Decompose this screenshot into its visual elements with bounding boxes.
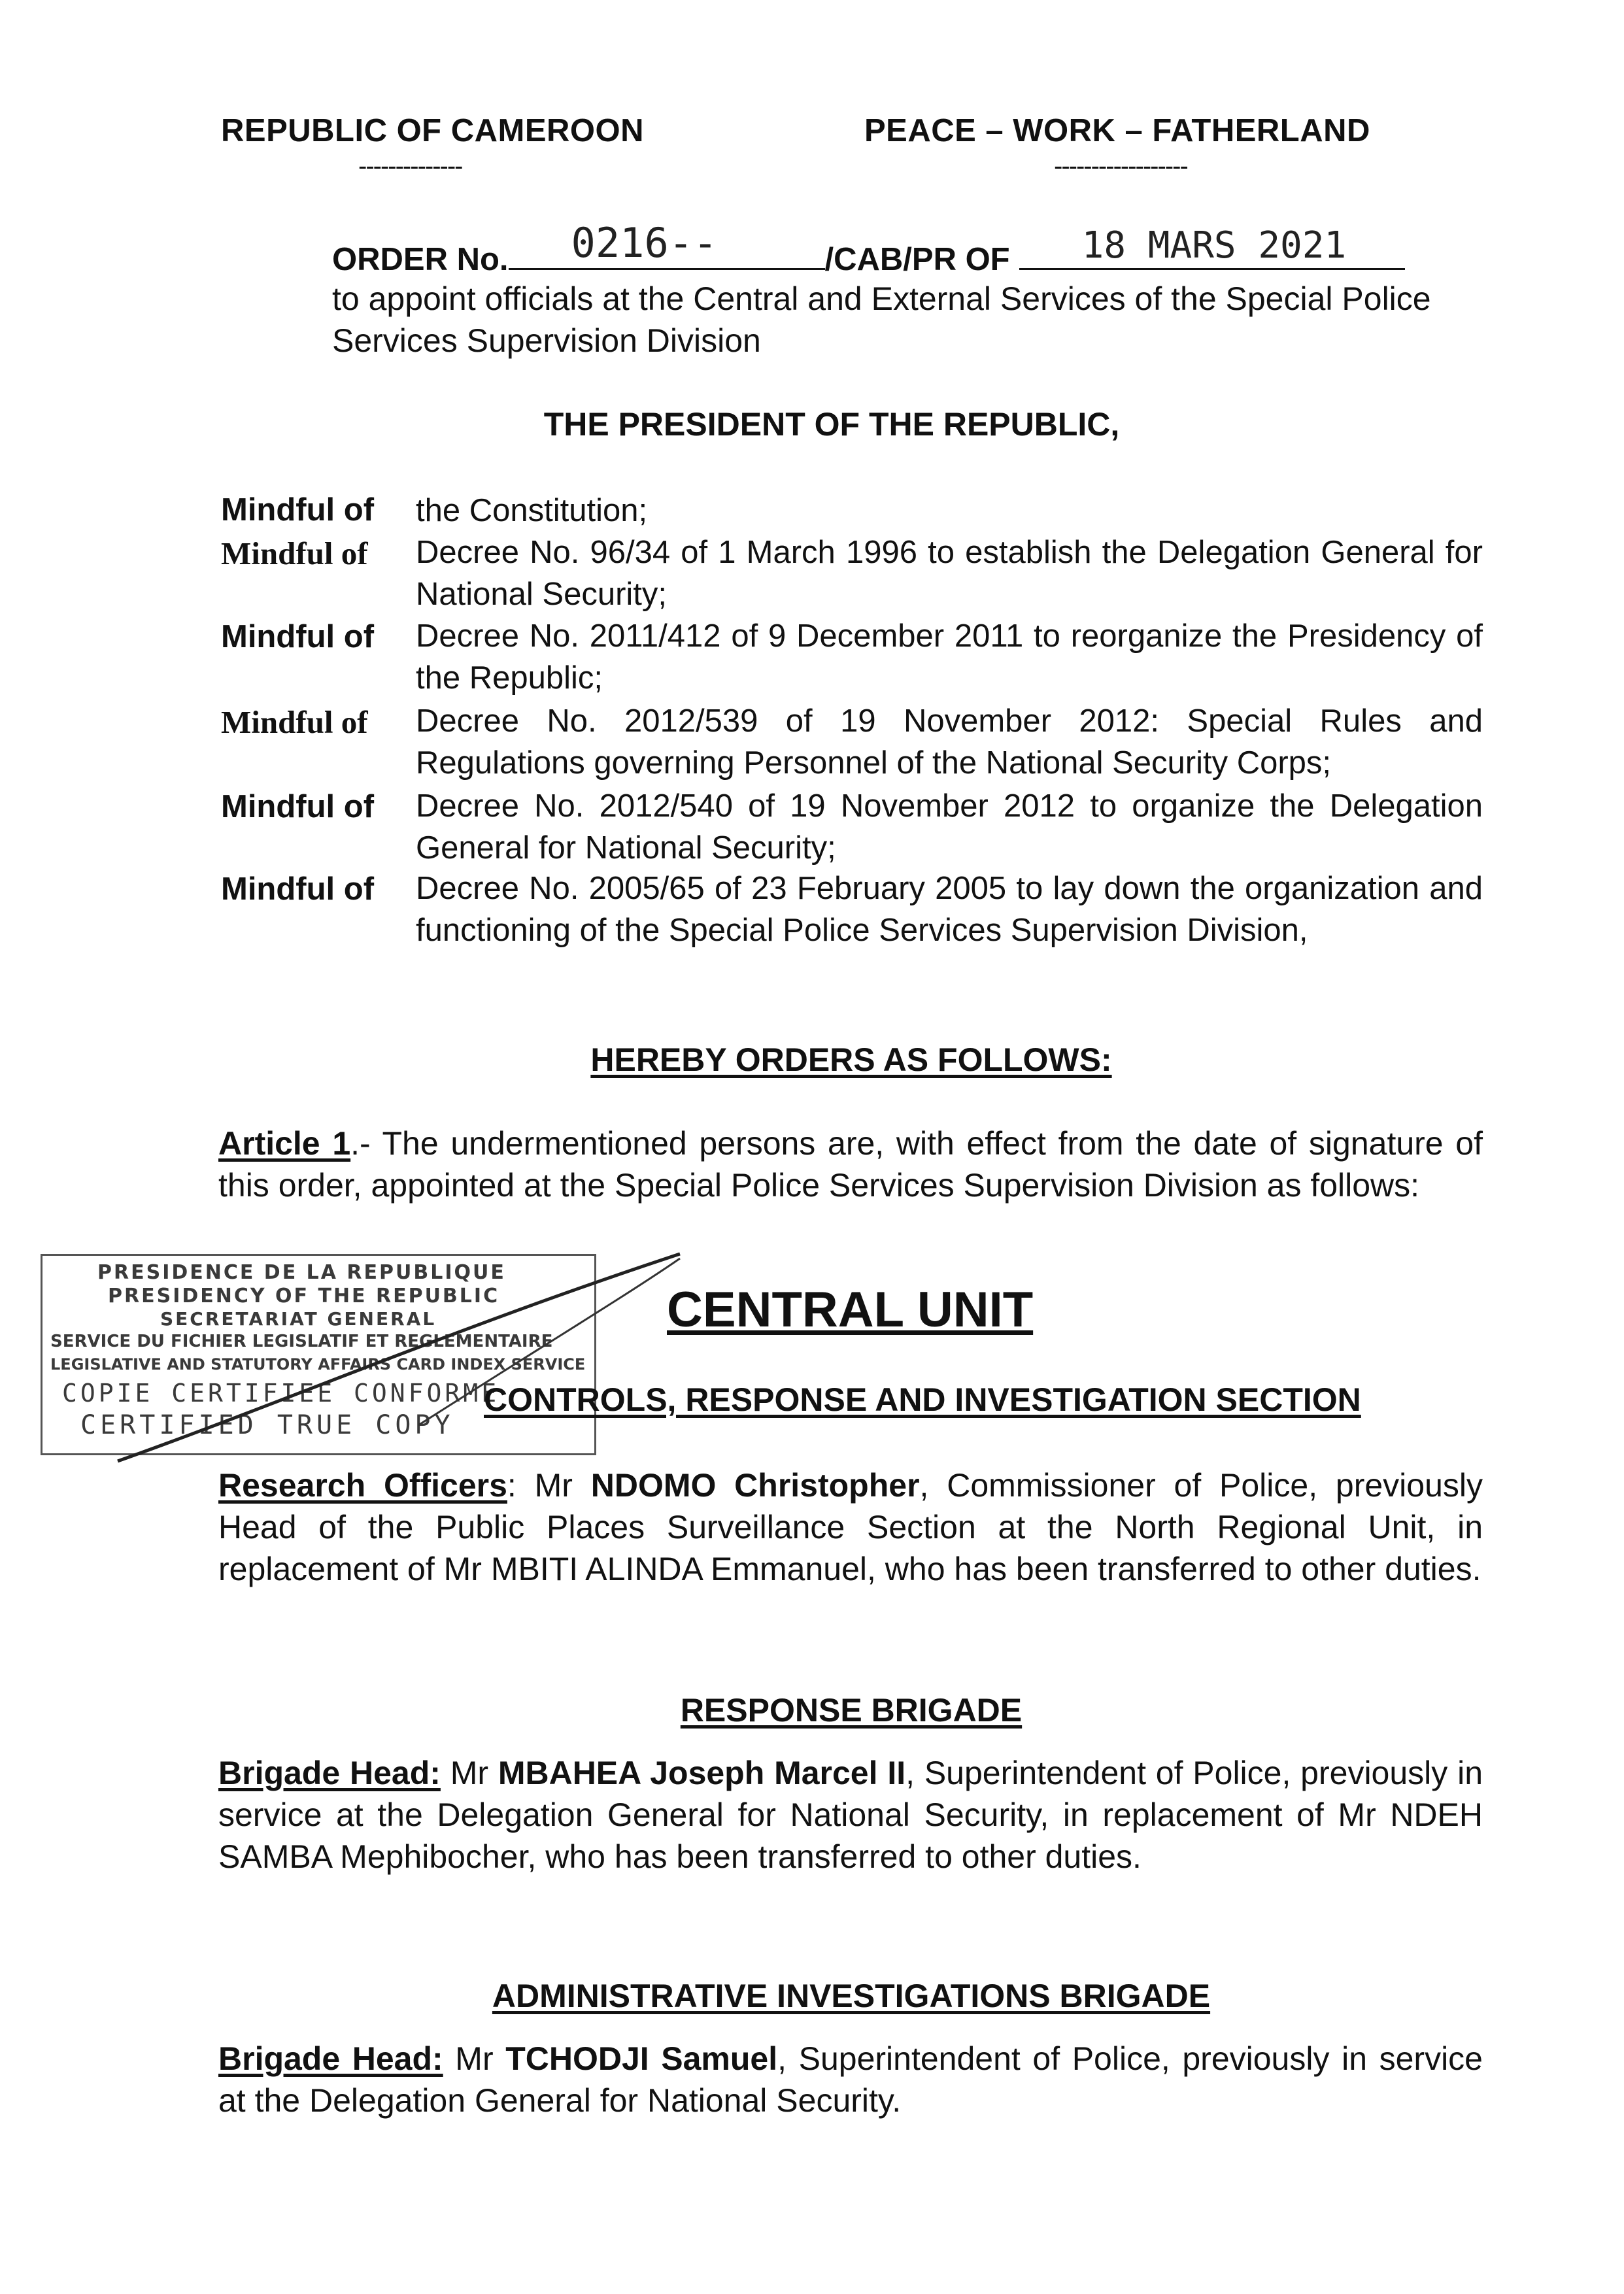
header-right: PEACE – WORK – FATHERLAND: [864, 113, 1370, 148]
admin-brigade-name: TCHODJI Samuel: [505, 2040, 778, 2077]
mindful-text-1: the Constitution;: [416, 493, 648, 528]
mindful-label-4: Mindful of: [221, 704, 368, 740]
admin-brigade-label: Brigade Head:: [218, 2040, 443, 2077]
research-name: NDOMO Christopher: [590, 1467, 920, 1504]
research-colon: :: [507, 1467, 516, 1504]
mindful-label-5: Mindful of: [221, 789, 375, 824]
response-brigade-paragraph: [218, 1752, 1483, 1878]
admin-brigade-heading: [0, 1977, 1624, 2015]
header-right-divider: ------------------: [1054, 152, 1187, 180]
response-brigade-pre: Mr: [440, 1755, 498, 1791]
article-1: [218, 1122, 1483, 1206]
stamp-line-4: SERVICE DU FICHIER LEGISLATIF ET REGLEMENTAIRE: [50, 1332, 553, 1351]
central-unit-heading: [667, 1281, 1033, 1338]
certified-copy-stamp: [41, 1254, 596, 1455]
mindful-label-2: Mindful of: [221, 535, 368, 571]
mindful-label-1: Mindful of: [221, 492, 375, 528]
section-heading: [484, 1381, 1361, 1419]
order-date: 18 MARS 2021: [1081, 224, 1347, 267]
president-heading: THE PRESIDENT OF THE REPUBLIC,: [543, 406, 1120, 443]
research-text: , Commissioner of Police, previously Head of the Public Places Surveillance Section at the North Regional Unit, in replacement of Mr MBITI ALINDA Emmanuel, who has been transferred to other duties.: [218, 1467, 1483, 1587]
mindful-label-6: Mindful of: [221, 871, 375, 907]
stamp-line-1: PRESIDENCE DE LA REPUBLIQUE: [97, 1261, 506, 1284]
mindful-text-3: Decree No. 2011/412 of 9 December 2011 to reorganize the Presidency of the Republic;: [416, 618, 1483, 696]
mindful-text-6: Decree No. 2005/65 of 23 February 2005 to lay down the organization and functioning of the Special Police Services Supervision Division,: [416, 871, 1483, 948]
research-officers-paragraph: [218, 1464, 1483, 1590]
order-prefix: ORDER No.: [332, 242, 509, 277]
stamp-line-6: COPIE CERTIFIEE CONFORME: [62, 1379, 500, 1408]
stamp-line-2: PRESIDENCY OF THE REPUBLIC: [108, 1285, 500, 1307]
header-left: REPUBLIC OF CAMEROON: [221, 113, 644, 148]
response-brigade-label: Brigade Head:: [218, 1755, 441, 1791]
admin-brigade-text: , Superintendent of Police, previously in service at the Delegation General for National Security.: [218, 2040, 1483, 2119]
admin-brigade-pre: Mr: [443, 2040, 506, 2077]
order-number: 0216--: [571, 219, 718, 267]
research-label: Research Officers: [218, 1467, 507, 1504]
admin-brigade-paragraph: [218, 2038, 1483, 2121]
section-heading-text: CONTROLS, RESPONSE AND INVESTIGATION SECTION: [484, 1381, 1361, 1418]
hereby-text: HEREBY ORDERS AS FOLLOWS:: [590, 1041, 1112, 1078]
central-unit-text: CENTRAL UNIT: [667, 1282, 1034, 1338]
header-left-divider: --------------: [358, 152, 462, 180]
stamp-line-7: CERTIFIED TRUE COPY: [80, 1410, 454, 1440]
order-middle: /CAB/PR OF: [824, 242, 1010, 277]
article-1-text: .- The undermentioned persons are, with effect from the date of signature of this order, appointed at the Special Police Services Supervision Division as follows:: [218, 1125, 1483, 1204]
mindful-text-2: Decree No. 96/34 of 1 March 1996 to establish the Delegation General for National Security;: [416, 535, 1483, 612]
response-brigade-heading: [0, 1691, 1624, 1729]
order-subtitle: to appoint officials at the Central and External Services of the Special Police Services Supervision Division: [332, 280, 1431, 359]
response-brigade-heading-text: RESPONSE BRIGADE: [680, 1692, 1023, 1729]
mindful-text-5: Decree No. 2012/540 of 19 November 2012 to organize the Delegation General for National Security;: [416, 788, 1483, 866]
order-number-blank: [509, 219, 825, 270]
stamp-line-5: LEGISLATIVE AND STATUTORY AFFAIRS CARD INDEX SERVICE: [50, 1355, 586, 1374]
admin-brigade-heading-text: ADMINISTRATIVE INVESTIGATIONS BRIGADE: [492, 1978, 1211, 2014]
response-brigade-text: , Superintendent of Police, previously in service at the Delegation General for National Security, in replacement of Mr NDEH SAMBA Mephibocher, who has been transferred to other duties.: [218, 1755, 1483, 1875]
mindful-label-3: Mindful of: [221, 619, 375, 654]
response-brigade-name: MBAHEA Joseph Marcel II: [498, 1755, 906, 1791]
research-pre: Mr: [516, 1467, 591, 1504]
article-1-label: Article 1: [218, 1125, 351, 1162]
order-line: [332, 219, 1405, 278]
hereby-heading: [0, 1041, 1624, 1079]
order-date-blank: [1019, 224, 1405, 270]
mindful-text-4: Decree No. 2012/539 of 19 November 2012: Special Rules and Regulations governing Personnel of the National Security Corps;: [416, 703, 1483, 781]
stamp-line-3: SECRETARIAT GENERAL: [160, 1308, 437, 1330]
